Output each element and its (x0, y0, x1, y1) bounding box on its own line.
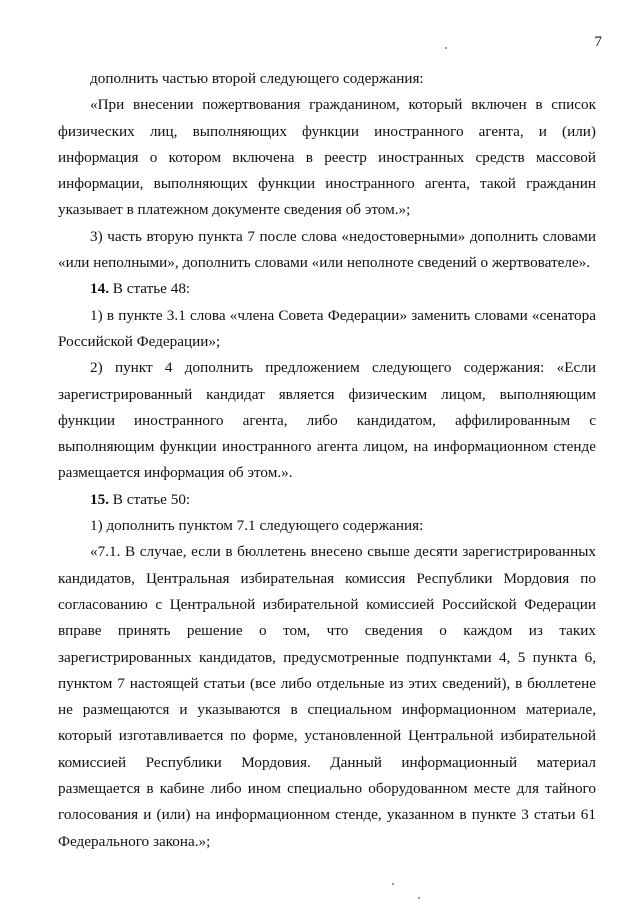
page-number: 7 (594, 34, 602, 50)
paragraph-48-item-1: 1) в пункте 3.1 слова «члена Совета Федерации» заменить словами «сенатора Российской Федерации»; (58, 306, 596, 350)
article-50-heading (58, 487, 596, 513)
article-48-heading (58, 276, 596, 302)
scan-speck (392, 883, 394, 885)
scan-speck (418, 897, 420, 899)
paragraph-donation-quote: «При внесении пожертвования гражданином, который включен в список физических лиц, выполняющих функции иностранного агента, и (или) информация о котором включена в реестр иностранных средств массовой информации, выполняющих функции иностранного агента, такой гражданин указывает в платежном документе сведения об этом.»; (58, 96, 596, 219)
scan-speck (445, 47, 447, 49)
paragraph-7-1-quote: «7.1. В случае, если в бюллетень внесено свыше десяти зарегистрированных кандидатов, Центральная избирательная комиссия Республики Мордовия по согласованию с Центральной избирательной комиссией Российской Федерации вправе принять решение о том, что сведения о каждом из таких зарегистрированных кандидатов, предусмотренные подпунктами 4, 5 пункта 6, пунктом 7 настоящей статьи (все либо отдельные из этих сведений), в бюллетене не размещаются и указываются в специальном информационном материале, который изготавливается по форме, установленной Центральной избирательной комиссией Республики Мордовия. Данный информационный материал размещается в кабине либо ином специально оборудованном месте для тайного голосования и (или) на информационном стенде, указанном в пункте 3 статьи 61 Федерального закона.»; (58, 543, 596, 850)
paragraph-48-item-2: 2) пункт 4 дополнить предложением следующего содержания: «Если зарегистрированный кандидат является физическим лицом, выполняющим функции иностранного агента, либо кандидатом, аффилированным с выполняющим функции иностранного агента лицом, на информационном стенде размещается информация об этом.». (58, 359, 596, 482)
article-48-label: В статье 48: (108, 280, 191, 298)
article-15-number: 15. (90, 490, 109, 508)
paragraph-50-item-1: 1) дополнить пунктом 7.1 следующего содержания: (90, 517, 424, 535)
article-50-label: В статье 50: (108, 490, 191, 508)
paragraph-part-two-intro: дополнить частью второй следующего содержания: (90, 70, 424, 87)
document-body (58, 66, 596, 855)
paragraph-item-3: 3) часть вторую пункта 7 после слова «недостоверными» дополнить словами «или неполными», дополнить словами «или неполноте сведений о жертвователе». (58, 227, 596, 272)
article-14-number: 14. (90, 280, 109, 298)
